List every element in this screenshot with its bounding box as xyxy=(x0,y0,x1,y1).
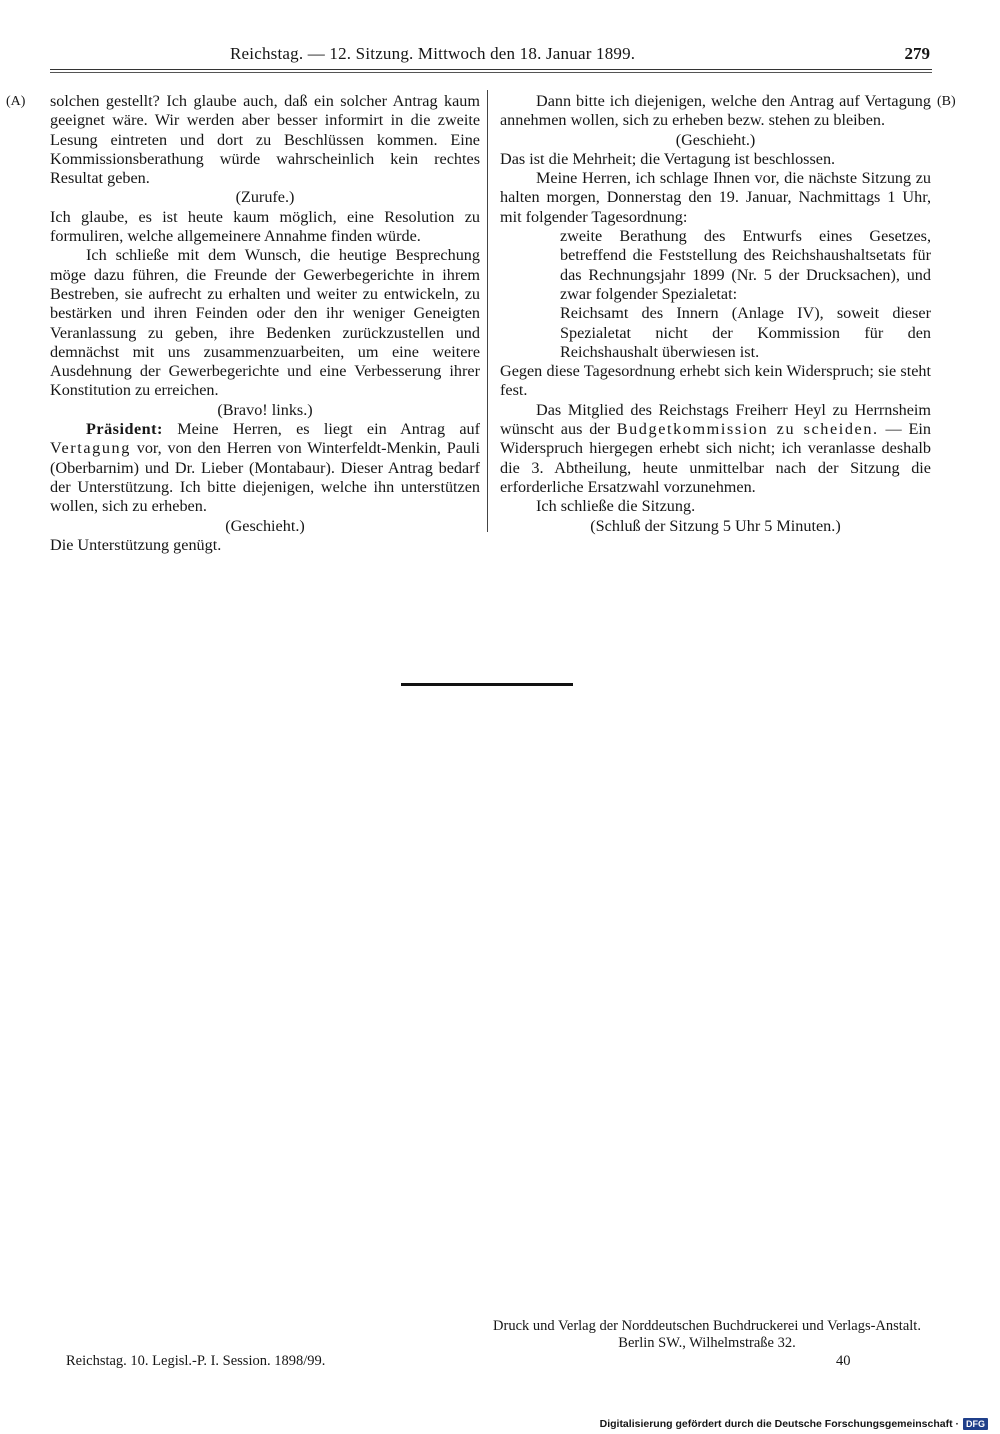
left-column xyxy=(50,92,480,555)
closing-note: (Schluß der Sitzung 5 Uhr 5 Minuten.) xyxy=(590,516,841,535)
page-number: 279 xyxy=(904,44,930,63)
paragraph: Gegen diese Tagesordnung erhebt sich kein Widerspruch; sie steht fest. xyxy=(500,362,931,400)
paragraph: Das ist die Mehrheit; die Vertagung ist beschlossen. xyxy=(500,149,836,168)
digitization-note xyxy=(600,1418,988,1430)
paragraph xyxy=(50,420,480,516)
paragraph: Ich glaube, es ist heute kaum möglich, eine Resolution zu formuliren, welche allgemeinere Annahme finden würde. xyxy=(50,207,480,246)
imprint-line: Berlin SW., Wilhelmstraße 32. xyxy=(618,1335,796,1351)
digitization-text: Digitalisierung gefördert durch die Deutsche Forschungsgemeinschaft · xyxy=(599,1418,959,1430)
text-fragment: vor, von den Herren von Winterfeldt-Menkin, Pauli (Oberbarnim) und Dr. Lieber (Montabaur). Dieser Antrag bedarf der Unterstützung. Ich bitte diejenigen, welche ihn unterstützen wollen, sich zu erheben. xyxy=(50,439,480,516)
running-header: Reichstag. — 12. Sitzung. Mittwoch den 18. Januar 1899. xyxy=(230,44,636,63)
paragraph: Ich schließe mit dem Wunsch, die heutige Besprechung möge dazu führen, die Freunde der Gewerbegerichte in ihrem Bestreben, sie aufrecht zu erhalten und weiter zu entwickeln, zu bestärken und ihren Feinden oder den ihr weniger Geneigten Veranlassung zu geben, ihre Bedenken zurückzustellen und demnächst mit uns zusammenzuarbeiten, um eine weitere Ausdehnung der Gewerbegerichte und eine Verbesserung ihrer Konstitution zu erreichen. xyxy=(50,246,480,400)
margin-marker-b: (B) xyxy=(937,94,956,109)
imprint-line: Druck und Verlag der Norddeutschen Buchdruckerei und Verlags-Anstalt. xyxy=(493,1318,921,1334)
paragraph: Ich schließe die Sitzung. xyxy=(536,497,696,516)
agenda-subitem: Reichsamt des Innern (Anlage IV), soweit dieser Spezialetat nicht der Kommission für den Reichshaushalt überwiesen ist. xyxy=(560,304,931,361)
footer-signature: 40 xyxy=(836,1353,851,1369)
interjection: (Geschieht.) xyxy=(225,516,305,535)
paragraph: Die Unterstützung genügt. xyxy=(50,535,222,554)
spaced-emphasis: Budgetkommission zu scheiden. xyxy=(616,420,879,439)
speaker-label: Präsident: xyxy=(86,420,163,439)
imprint xyxy=(492,1318,922,1352)
text-fragment: Das Mitglied des Reichstags Freiherr Heyl zu Herrnsheim wünscht aus der xyxy=(500,400,931,439)
interjection: (Zurufe.) xyxy=(235,188,295,207)
column-divider xyxy=(487,90,488,532)
paragraph: Meine Herren, ich schlage Ihnen vor, die nächste Sitzung zu halten morgen, Donnerstag den 19. Januar, Nachmittags 1 Uhr, mit folgender Tagesordnung: xyxy=(500,169,931,226)
end-rule xyxy=(401,683,573,686)
text-fragment: Meine Herren, es liegt ein Antrag auf xyxy=(177,420,480,439)
footer-session: Reichstag. 10. Legisl.-P. I. Session. 1898/99. xyxy=(66,1353,326,1369)
header-rule xyxy=(50,69,932,70)
spaced-emphasis: Vertagung xyxy=(50,439,131,458)
text-fragment: — Ein Widerspruch hiergegen erhebt sich nicht; ich veranlasse deshalb die 3. Abtheilung, heute unmittelbar nach der Sitzung die erforderliche Ersatzwahl vorzunehmen. xyxy=(500,420,932,496)
paragraph xyxy=(500,401,931,497)
agenda-item: zweite Berathung des Entwurfs eines Gesetzes, betreffend die Feststellung des Reichshaushaltsetats für das Rechnungsjahr 1899 (Nr. 5 der Drucksachen), und zwar folgender Spezialetat: xyxy=(560,227,931,303)
interjection: (Bravo! links.) xyxy=(217,400,313,419)
paragraph: Dann bitte ich diejenigen, welche den Antrag auf Vertagung annehmen wollen, sich zu erheben bezw. stehen zu bleiben. xyxy=(500,92,931,130)
right-column xyxy=(500,92,931,536)
dfg-logo: DFG xyxy=(963,1418,988,1430)
interjection: (Geschieht.) xyxy=(675,130,756,149)
header-rule-secondary xyxy=(50,72,932,73)
paragraph: solchen gestellt? Ich glaube auch, daß ein solcher Antrag kaum geeignet wäre. Wir werden aber besser informirt in die zweite Lesung eintreten und dort zu Beschlüssen kommen. Eine Kommissionsberathung würde wahrscheinlich kein rechtes Resultat geben. xyxy=(50,92,480,188)
margin-marker-a: (A) xyxy=(6,94,26,109)
